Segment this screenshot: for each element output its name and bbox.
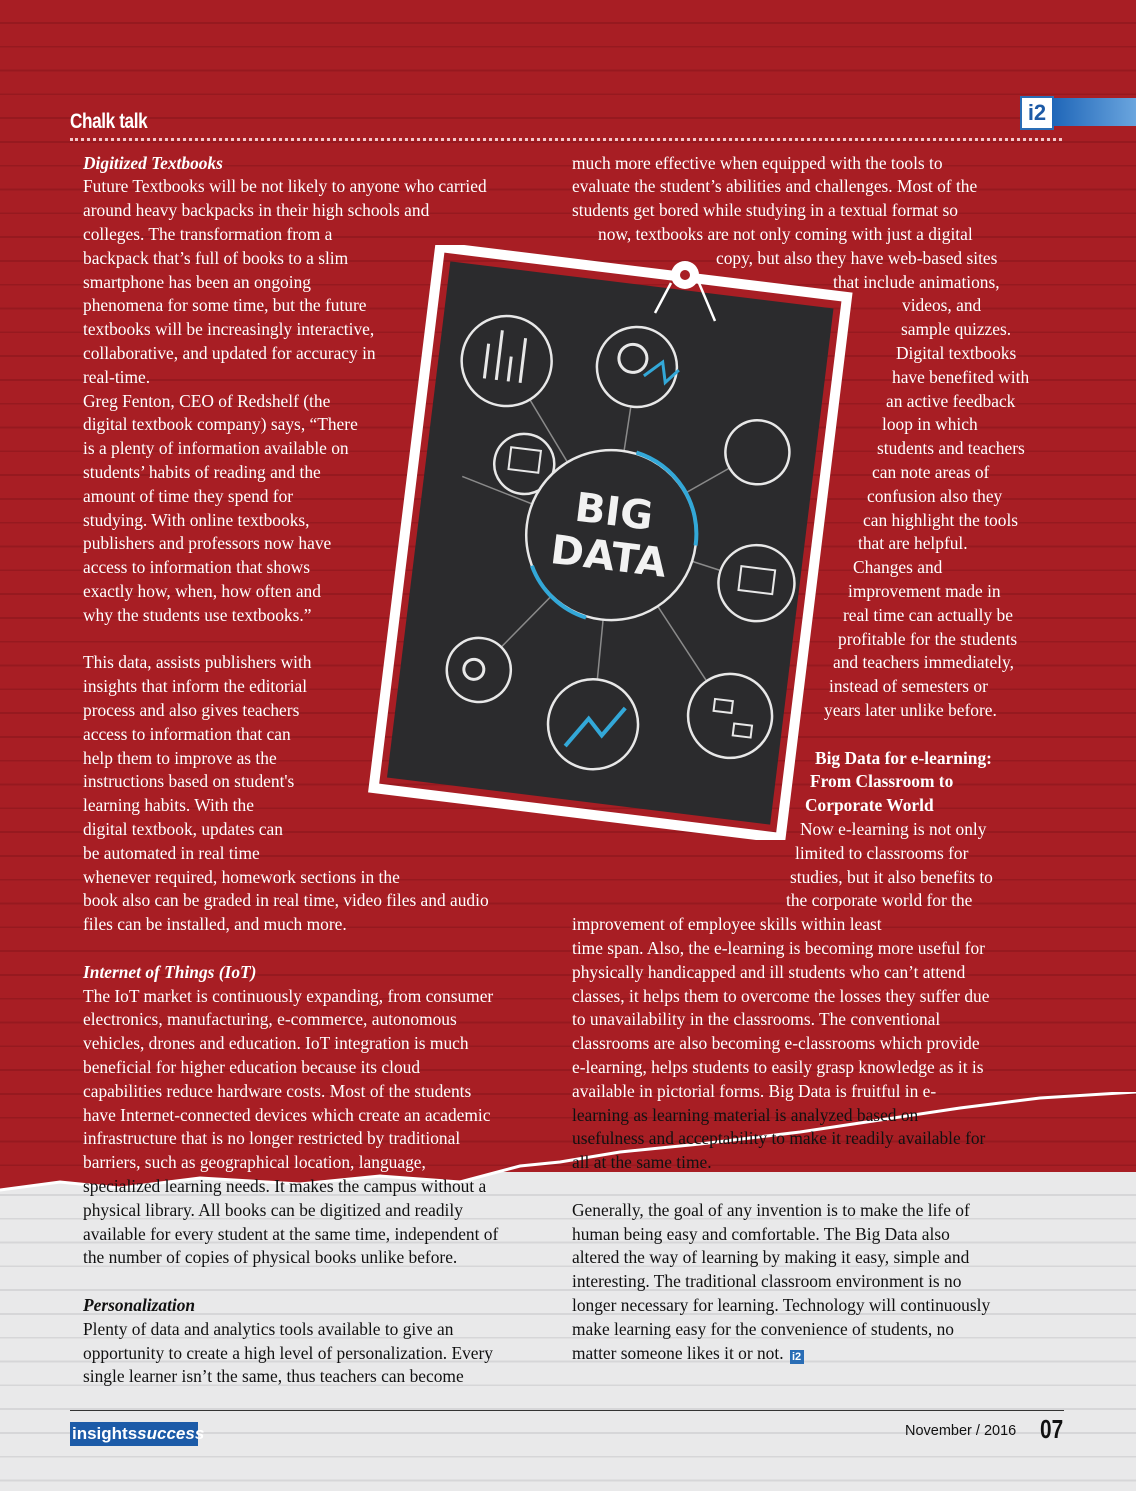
text-line: single learner isn’t the same, thus teachers can become — [83, 1366, 464, 1387]
text-line: colleges. The transformation from a — [83, 223, 333, 244]
text-line: access to information that can — [83, 723, 291, 744]
text-line: the number of copies of physical books unlike before. — [83, 1247, 458, 1268]
text-line: students’ habits of reading and the — [83, 461, 321, 482]
text-line: students and teachers — [877, 438, 1025, 459]
text-line: digital textbook, updates can — [83, 818, 283, 839]
text-line: loop in which — [882, 414, 978, 435]
text-line: classes, it helps them to overcome the losses they suffer due — [572, 985, 990, 1006]
text-line: barriers, such as geographical location, language, — [83, 1152, 426, 1173]
text-line: Internet of Things (IoT) — [83, 961, 257, 982]
footer-rule — [70, 1410, 1064, 1411]
text-line: limited to classrooms for — [795, 842, 969, 863]
text-line: beneficial for higher education because its cloud — [83, 1056, 421, 1077]
text-line: collaborative, and updated for accuracy in — [83, 342, 376, 363]
header-dotted-rule — [70, 138, 1062, 141]
text-line: exactly how, when, how often and — [83, 580, 321, 601]
text-line: Generally, the goal of any invention is to make the life of — [572, 1199, 970, 1220]
text-line: Future Textbooks will be not likely to anyone who carried — [83, 176, 487, 197]
text-line: electronics, manufacturing, e-commerce, autonomous — [83, 1009, 457, 1030]
text-line: copy, but also they have web-based sites — [716, 247, 998, 268]
text-line: real-time. — [83, 366, 151, 387]
text-line: insights that inform the editorial — [83, 676, 308, 697]
big-text: BIG — [572, 484, 656, 540]
text-line: years later unlike before. — [824, 699, 997, 720]
text-line: all at the same time. — [572, 1152, 712, 1173]
text-line: now, textbooks are not only coming with just a digital — [598, 223, 973, 244]
section-title: Chalk talk — [70, 110, 148, 133]
text-line: time span. Also, the e-learning is becoming more useful for — [572, 937, 985, 958]
text-line: sample quizzes. — [901, 319, 1012, 340]
text-line: evaluate the student’s abilities and challenges. Most of the — [572, 176, 978, 197]
text-line: whenever required, homework sections in the — [83, 866, 400, 887]
brand-mark-icon: i2 — [1020, 96, 1054, 130]
text-line: an active feedback — [886, 390, 1016, 411]
text-line: e-learning, helps students to easily grasp knowledge as it is — [572, 1056, 984, 1077]
text-line: interesting. The traditional classroom environment is no — [572, 1271, 962, 1292]
text-line: that include animations, — [833, 271, 1000, 292]
text-line: learning habits. With the — [83, 795, 254, 816]
text-line: access to information that shows — [83, 557, 310, 578]
text-line: available for every student at the same time, independent of — [83, 1223, 499, 1244]
text-line: instructions based on student's — [83, 771, 295, 792]
text-line: amount of time they spend for — [83, 485, 294, 506]
text-line: Big Data for e-learning: — [815, 747, 992, 768]
text-line: students get bored while studying in a textual format so — [572, 200, 958, 221]
text-line: opportunity to create a high level of personalization. Every — [83, 1342, 493, 1363]
text-line: Now e-learning is not only — [800, 818, 987, 839]
text-line: capabilities reduce hardware costs. Most of the students — [83, 1080, 472, 1101]
text-line: Digitized Textbooks — [83, 152, 223, 173]
text-line: vehicles, drones and education. IoT integration is much — [83, 1033, 469, 1054]
text-line: human being easy and comfortable. The Big Data also — [572, 1223, 950, 1244]
brand-bar — [1052, 98, 1136, 126]
text-line: profitable for the students — [838, 628, 1018, 649]
text-line: studies, but it also benefits to — [790, 866, 993, 887]
text-line: be automated in real time — [83, 842, 260, 863]
text-line: can note areas of — [872, 461, 990, 482]
text-line: videos, and — [902, 295, 982, 316]
text-line: Corporate World — [805, 795, 934, 816]
text-line: help them to improve as the — [83, 747, 277, 768]
text-line: the corporate world for the — [786, 890, 973, 911]
text-line: digital textbook company) says, “There — [83, 414, 358, 435]
text-line: around heavy backpacks in their high schools and — [83, 200, 430, 221]
text-line: smartphone has been an ongoing — [83, 271, 311, 292]
text-line: have benefited with — [892, 366, 1030, 387]
text-line: instead of semesters or — [829, 676, 988, 697]
text-line: real time can actually be — [843, 604, 1013, 625]
text-line: learning as learning material is analyzed based on — [572, 1104, 919, 1125]
text-line: phenomena for some time, but the future — [83, 295, 367, 316]
text-line: Plenty of data and analytics tools available to give an — [83, 1318, 454, 1339]
text-line: matter someone likes it or not. i2 — [572, 1342, 804, 1366]
text-line: why the students use textbooks.” — [83, 604, 312, 625]
text-line: is a plenty of information available on — [83, 438, 349, 459]
text-line: Changes and — [853, 557, 943, 578]
text-line: available in pictorial forms. Big Data is fruitful in e- — [572, 1080, 937, 1101]
text-line: specialized learning needs. It makes the campus without a — [83, 1175, 487, 1196]
text-line: and teachers immediately, — [833, 652, 1014, 673]
text-line: Personalization — [83, 1294, 196, 1315]
text-line: infrastructure that is no longer restricted by traditional — [83, 1128, 461, 1149]
text-line: improvement made in — [848, 580, 1001, 601]
text-line: textbooks will be increasingly interactive, — [83, 319, 375, 340]
text-line: studying. With online textbooks, — [83, 509, 310, 530]
issue-date: November / 2016 — [905, 1423, 1017, 1439]
text-line: to unavailability in the classrooms. The conventional — [572, 1009, 941, 1030]
text-line: altered the way of learning by making it easy, simple and — [572, 1247, 970, 1268]
text-line: This data, assists publishers with — [83, 652, 312, 673]
text-line: improvement of employee skills within least — [572, 914, 882, 935]
text-line: usefulness and acceptability to make it readily available for — [572, 1128, 986, 1149]
page-number: 07 — [1040, 1414, 1064, 1444]
text-line: longer necessary for learning. Technology will continuously — [572, 1294, 991, 1315]
text-line: much more effective when equipped with the tools to — [572, 152, 943, 173]
text-line: publishers and professors now have — [83, 533, 332, 554]
text-line: can highlight the tools — [863, 509, 1019, 530]
text-line: physical library. All books can be digitized and readily — [83, 1199, 463, 1220]
text-line: Digital textbooks — [896, 342, 1017, 363]
text-line: The IoT market is continuously expanding, from consumer — [83, 985, 494, 1006]
text-line: confusion also they — [867, 485, 1003, 506]
text-line: From Classroom to — [810, 771, 954, 792]
insights-success-logo: insightssuccess — [70, 1422, 198, 1446]
text-line: that are helpful. — [858, 533, 968, 554]
data-text: DATA — [548, 527, 670, 587]
article-end-mark-icon: i2 — [790, 1350, 804, 1364]
text-line: make learning easy for the convenience of students, no — [572, 1318, 954, 1339]
text-line: process and also gives teachers — [83, 699, 300, 720]
big-data-chalkboard-illustration — [365, 245, 855, 840]
text-line: classrooms are also becoming e-classrooms which provide — [572, 1033, 980, 1054]
text-line: backpack that’s full of books to a slim — [83, 247, 349, 268]
text-line: book also can be graded in real time, video files and audio — [83, 890, 489, 911]
text-line: Greg Fenton, CEO of Redshelf (the — [83, 390, 331, 411]
text-line: have Internet-connected devices which create an academic — [83, 1104, 491, 1125]
text-line: physically handicapped and ill students who can’t attend — [572, 961, 966, 982]
text-line: files can be installed, and much more. — [83, 914, 347, 935]
